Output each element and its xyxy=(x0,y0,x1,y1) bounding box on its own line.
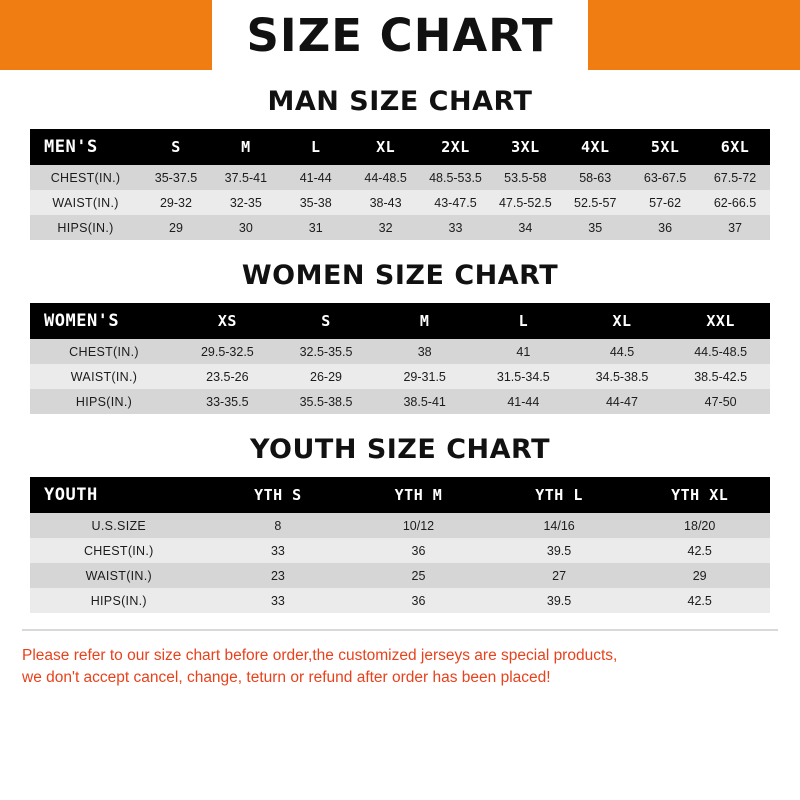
youth-size-table xyxy=(30,477,770,613)
footer-note xyxy=(22,645,778,690)
header-cell: XL xyxy=(376,138,396,156)
cell: 31 xyxy=(308,220,323,235)
cell: 62-66.5 xyxy=(713,195,757,210)
header-cell: XXL xyxy=(706,312,735,330)
cell: 10/12 xyxy=(402,518,435,533)
row-label: CHEST(IN.) xyxy=(69,344,139,359)
cell: 27 xyxy=(552,568,567,583)
table-header-row xyxy=(30,303,770,339)
cell: 18/20 xyxy=(684,518,716,533)
table-row xyxy=(30,364,770,389)
cell: 67.5-72 xyxy=(713,170,757,185)
cell: 36 xyxy=(411,593,426,608)
table-header-row xyxy=(30,129,770,165)
row-label: WAIST(IN.) xyxy=(85,568,152,583)
cell: 36 xyxy=(411,543,426,558)
cell: 26-29 xyxy=(310,369,342,384)
cell: 32 xyxy=(378,220,393,235)
header-cell: XL xyxy=(612,312,632,330)
row-label: WAIST(IN.) xyxy=(52,195,119,210)
header-cell: M xyxy=(419,312,430,330)
header-cell: S xyxy=(321,312,331,330)
cell: 29 xyxy=(692,568,707,583)
cell: 35-37.5 xyxy=(154,170,198,185)
cell: 8 xyxy=(274,518,282,533)
table-row xyxy=(30,389,770,414)
row-label: HIPS(IN.) xyxy=(90,593,147,608)
cell: 37.5-41 xyxy=(224,170,268,185)
cell: 41-44 xyxy=(507,394,540,409)
cell: 33-35.5 xyxy=(206,394,249,409)
cell: 39.5 xyxy=(546,543,572,558)
cell: 47-50 xyxy=(704,394,737,409)
cell: 31.5-34.5 xyxy=(496,369,550,384)
cell: 43-47.5 xyxy=(434,195,477,210)
cell: 42.5 xyxy=(687,593,712,608)
row-label: HIPS(IN.) xyxy=(75,394,133,409)
cell: 32.5-35.5 xyxy=(299,344,353,359)
header-cell: XS xyxy=(217,312,237,330)
section-title-youth: YOUTH SIZE CHART xyxy=(249,434,551,465)
row-label: WAIST(IN.) xyxy=(70,369,138,384)
cell: 33 xyxy=(270,593,285,608)
cell: 38.5-42.5 xyxy=(694,369,748,384)
women-size-table xyxy=(30,303,770,414)
banner-title-wrap xyxy=(212,0,587,70)
table-row xyxy=(30,190,770,215)
cell: 29 xyxy=(169,220,183,235)
cell: 14/16 xyxy=(543,518,575,533)
cell: 38-43 xyxy=(369,195,402,210)
cell: 57-62 xyxy=(649,195,682,210)
cell: 36 xyxy=(658,220,673,235)
header-cell: M xyxy=(241,138,251,156)
section-title-man: MAN SIZE CHART xyxy=(267,86,533,117)
cell: 38 xyxy=(417,344,432,359)
table-row xyxy=(30,563,770,588)
header-cell: L xyxy=(518,312,529,330)
table-row xyxy=(30,165,770,190)
cell: 23.5-26 xyxy=(206,369,249,384)
header-cell: L xyxy=(310,138,321,156)
cell: 38.5-41 xyxy=(403,394,446,409)
table-row xyxy=(30,513,770,538)
cell: 34.5-38.5 xyxy=(595,369,649,384)
header-cell: YTH S xyxy=(254,486,302,504)
cell: 41-44 xyxy=(299,170,332,185)
cell: 32-35 xyxy=(229,195,262,210)
cell: 52.5-57 xyxy=(574,195,617,210)
header-cell: 3XL xyxy=(511,138,540,156)
table-header-row xyxy=(30,477,770,513)
table-row xyxy=(30,538,770,563)
cell: 29-31.5 xyxy=(403,369,446,384)
cell: 29-32 xyxy=(159,195,192,210)
divider xyxy=(22,629,778,631)
footer-note-line1: Please refer to our size chart before order,the customized jerseys are special products, xyxy=(22,647,618,664)
cell: 44.5 xyxy=(609,344,635,359)
cell: 33 xyxy=(270,543,285,558)
women-size-chart xyxy=(30,303,770,414)
cell: 25 xyxy=(411,568,426,583)
cell: 58-63 xyxy=(579,170,612,185)
header-cell: WOMEN'S xyxy=(44,311,120,331)
cell: 35-38 xyxy=(299,195,332,210)
youth-size-chart xyxy=(30,477,770,613)
cell: 37 xyxy=(728,220,742,235)
row-label: CHEST(IN.) xyxy=(83,543,154,558)
header-cell: YTH XL xyxy=(671,486,729,504)
cell: 47.5-52.5 xyxy=(498,195,552,210)
header-banner xyxy=(0,0,800,70)
man-size-table xyxy=(30,129,770,240)
cell: 44-47 xyxy=(605,394,638,409)
footer-note-line2: we don't accept cancel, change, teturn or refund after order has been placed! xyxy=(22,669,551,687)
header-cell: 4XL xyxy=(580,138,610,156)
row-label: CHEST(IN.) xyxy=(50,170,121,185)
cell: 41 xyxy=(516,344,531,359)
cell: 35 xyxy=(588,220,603,235)
cell: 53.5-58 xyxy=(504,170,547,185)
header-cell: YOUTH xyxy=(44,485,98,505)
cell: 30 xyxy=(238,220,253,235)
cell: 42.5 xyxy=(687,543,712,558)
page-title: SIZE CHART xyxy=(246,8,554,62)
table-row xyxy=(30,215,770,240)
cell: 29.5-32.5 xyxy=(200,344,254,359)
header-cell: 6XL xyxy=(720,138,750,156)
header-cell: S xyxy=(171,138,181,156)
table-row xyxy=(30,588,770,613)
header-cell: YTH L xyxy=(535,486,583,504)
row-label: U.S.SIZE xyxy=(91,518,147,533)
row-label: HIPS(IN.) xyxy=(57,220,114,235)
cell: 44.5-48.5 xyxy=(694,344,748,359)
section-title-women: WOMEN SIZE CHART xyxy=(241,260,559,291)
table-row xyxy=(30,339,770,364)
cell: 63-67.5 xyxy=(643,170,687,185)
cell: 39.5 xyxy=(546,593,572,608)
header-cell: MEN'S xyxy=(44,137,98,157)
header-cell: YTH M xyxy=(394,486,443,504)
man-size-chart xyxy=(30,129,770,240)
cell: 44-48.5 xyxy=(364,170,407,185)
cell: 33 xyxy=(448,220,463,235)
header-cell: 5XL xyxy=(650,138,680,156)
header-cell: 2XL xyxy=(441,138,470,156)
cell: 35.5-38.5 xyxy=(299,394,353,409)
cell: 34 xyxy=(518,220,533,235)
cell: 23 xyxy=(270,568,285,583)
cell: 48.5-53.5 xyxy=(429,170,482,185)
